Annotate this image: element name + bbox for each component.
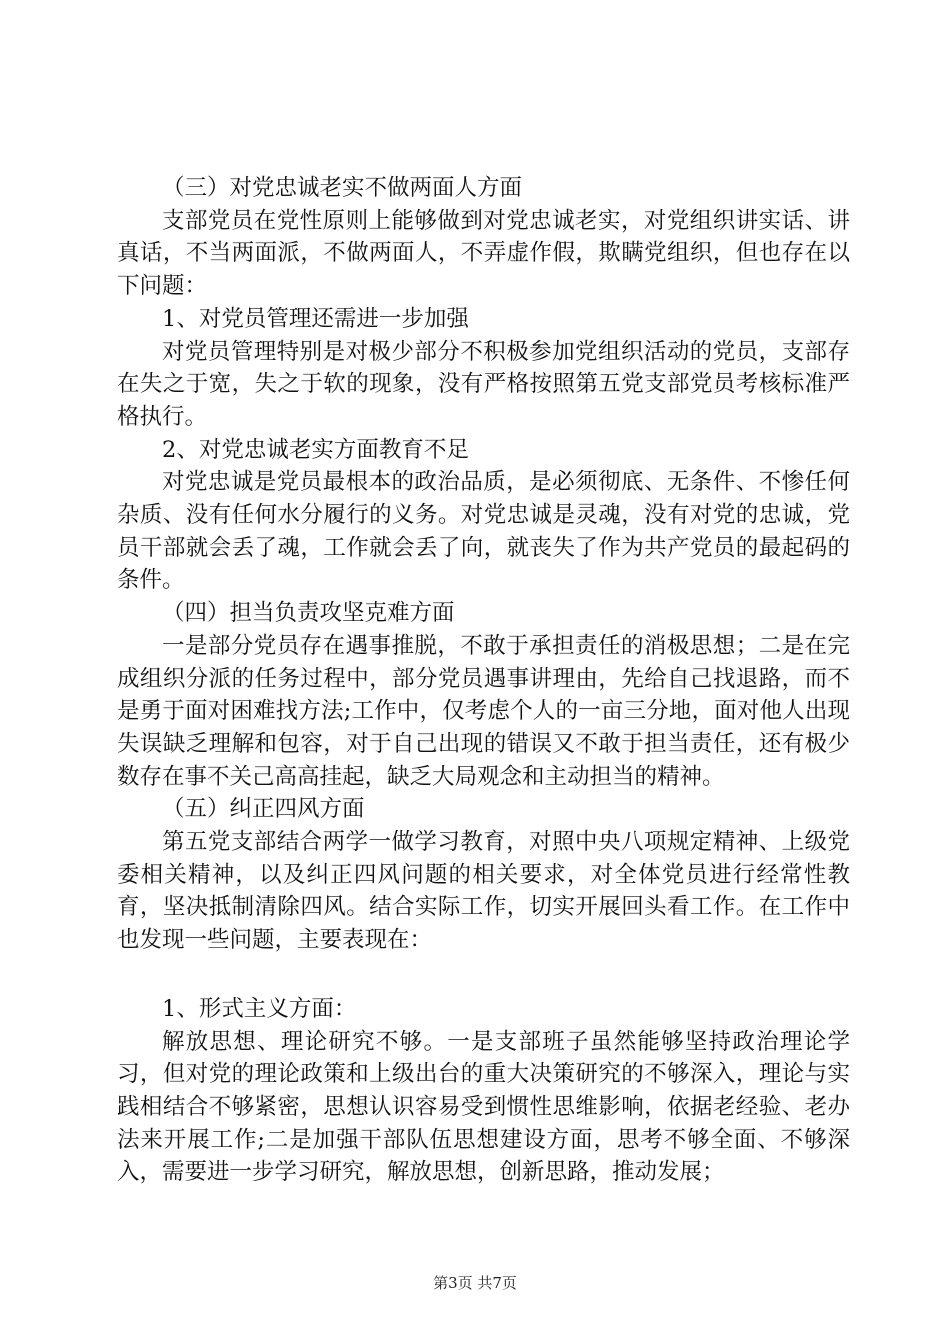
section-heading-4: （四）担当负责攻坚克难方面: [162, 600, 455, 627]
section-heading-3: （三）对党忠诚老实不做两面人方面: [162, 175, 523, 201]
sub-heading-formalism: 1、形式主义方面：: [162, 995, 357, 1022]
sub-heading-1: 1、对党员管理还需进一步加强: [162, 305, 469, 332]
page-footer: 第3页 共7页: [433, 1274, 517, 1292]
section-heading-5: （五）纠正四风方面: [162, 796, 365, 823]
body-paragraph: 第五党支部结合两学一做学习教育，对照中央八项规定精神、上级党委相关精神，以及纠正四风问题的相关要求，对全体党员进行经常性教育，坚决抵制清除四风。结合实际工作，切实开展回头看工作。在工作中也发现一些问题，主要表现在：: [117, 829, 850, 954]
body-paragraph: 对党员管理特别是对极少部分不积极参加党组织活动的党员，支部存在失之于宽，失之于软的现象，没有严格按照第五党支部党员考核标准严格执行。: [117, 338, 850, 430]
body-paragraph: 一是部分党员存在遇事推脱，不敢于承担责任的消极思想；二是在完成组织分派的任务过程中，部分党员遇事讲理由，先给自己找退路，而不是勇于面对困难找方法;工作中，仅考虑个人的一亩三分地，面对他人出现失误缺乏理解和包容，对于自己出现的错误又不敢于担当责任，还有极少数存在事不关己高高挂起，缺乏大局观念和主动担当的精神。: [117, 632, 850, 790]
body-paragraph: 解放思想、理论研究不够。一是支部班子虽然能够坚持政治理论学习，但对党的理论政策和上级出台的重大决策研究的不够深入，理论与实践相结合不够紧密，思想认识容易受到惯性思维影响，依据老经验、老办法来开展工作;二是加强干部队伍思想建设方面，思考不够全面、不够深入，需要进一步学习研究，解放思想，创新思路，推动发展；: [117, 1028, 850, 1186]
sub-heading-2: 2、对党忠诚老实方面教育不足: [162, 436, 469, 463]
body-paragraph: 对党忠诚是党员最根本的政治品质，是必须彻底、无条件、不惨任何杂质、没有任何水分履行的义务。对党忠诚是灵魂，没有对党的忠诚，党员干部就会丢了魂，工作就会丢了向，就丧失了作为共产党员的最起码的条件。: [117, 469, 850, 594]
document-body: [117, 172, 850, 1189]
body-paragraph: 支部党员在党性原则上能够做到对党忠诚老实，对党组织讲实话、讲真话，不当两面派，不做两面人，不弄虚作假，欺瞒党组织，但也存在以下问题：: [117, 207, 850, 300]
